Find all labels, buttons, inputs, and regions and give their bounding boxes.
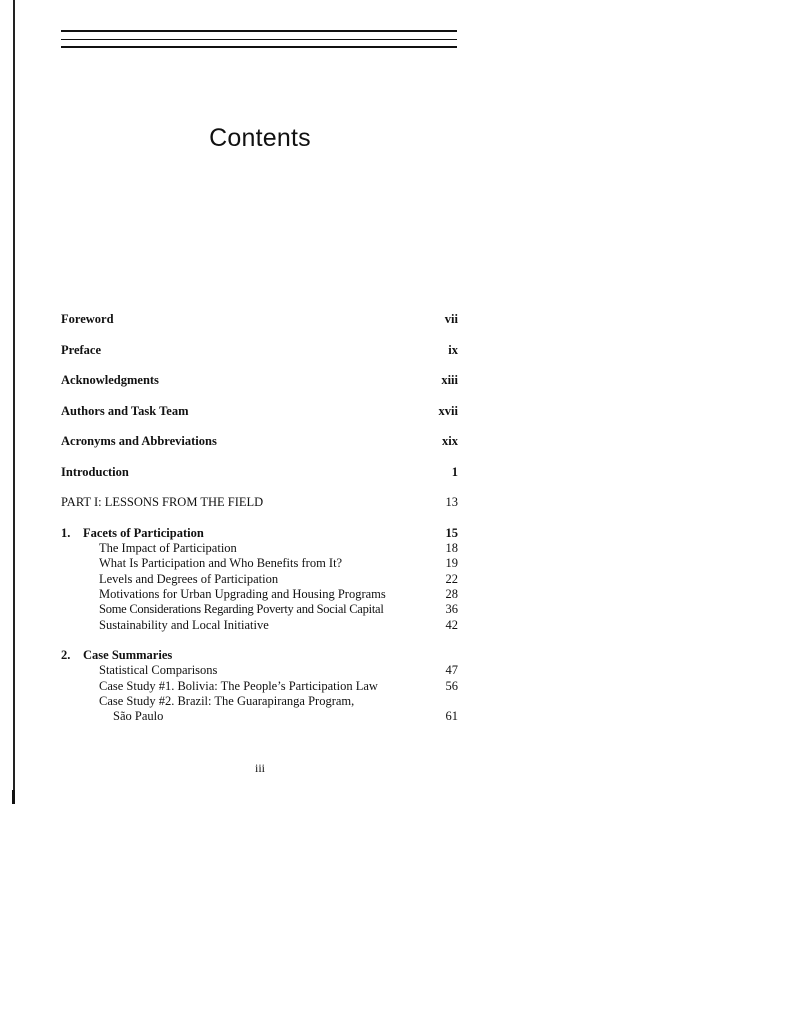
toc-section[interactable] [61, 602, 458, 618]
toc-section[interactable] [61, 679, 458, 695]
chapter-title: Facets of Participation [83, 526, 204, 540]
toc-chapter-2[interactable] [61, 648, 458, 664]
chapter-number: 1. [61, 526, 71, 540]
toc-section[interactable] [61, 541, 458, 557]
toc-entry-foreword[interactable] [61, 312, 458, 328]
toc-entry-page: xiii [441, 373, 458, 387]
page-title: Contents [209, 124, 311, 152]
toc-entry-page: 15 [445, 526, 458, 540]
toc-entry-part-1[interactable] [61, 495, 458, 511]
toc-entry-page: xvii [438, 404, 458, 418]
toc-entry-page: 56 [445, 679, 458, 693]
toc-entry-page: xix [442, 434, 458, 448]
toc-section-label: São Paulo [113, 709, 164, 723]
toc-entry-page: 18 [445, 541, 458, 555]
toc-section-label: Statistical Comparisons [99, 663, 218, 677]
toc-entry-preface[interactable] [61, 343, 458, 359]
chapter-title: Case Summaries [83, 648, 173, 662]
header-rule-top [61, 30, 457, 32]
toc-section-continuation[interactable] [61, 709, 458, 725]
header-rule-bottom [61, 46, 457, 48]
toc-section[interactable] [61, 618, 458, 634]
toc-entry-label: Acknowledgments [61, 373, 159, 387]
toc-entry-page: 61 [445, 709, 458, 723]
chapter-number: 2. [61, 648, 71, 662]
toc-entry-page: 13 [445, 495, 458, 509]
toc-section-label: Some Considerations Regarding Poverty and Social Capital [99, 602, 384, 616]
toc-section-label: What Is Participation and Who Benefits from It? [99, 556, 343, 570]
header-rule-middle [61, 39, 457, 40]
toc-entry-page: 22 [445, 572, 458, 586]
toc-section[interactable] [61, 572, 458, 588]
toc-entry-page: 36 [445, 602, 458, 616]
toc-entry-label: Preface [61, 343, 102, 357]
toc-section-label: Levels and Degrees of Participation [99, 572, 279, 586]
toc-entry-authors[interactable] [61, 404, 458, 420]
toc-section[interactable] [61, 663, 458, 679]
toc-entry-label: Foreword [61, 312, 114, 326]
toc-section-label: Motivations for Urban Upgrading and Housing Programs [99, 587, 386, 601]
toc-entry-page: 47 [445, 663, 458, 677]
toc-section[interactable] [61, 694, 458, 710]
toc-section[interactable] [61, 556, 458, 572]
toc-entry-acronyms[interactable] [61, 434, 458, 450]
toc-section-label: Case Study #2. Brazil: The Guarapiranga Program, [99, 694, 355, 708]
toc-entry-page: 28 [445, 587, 458, 601]
page-left-border-end [12, 790, 15, 804]
toc-section-label: Case Study #1. Bolivia: The People’s Participation Law [99, 679, 378, 693]
page-left-border [13, 0, 15, 790]
toc-entry-page: vii [444, 312, 458, 326]
toc-section[interactable] [61, 587, 458, 603]
toc-section-label: The Impact of Participation [99, 541, 237, 555]
toc-entry-page: 42 [445, 618, 458, 632]
toc-entry-page: 19 [445, 556, 458, 570]
toc-part-label: PART I: LESSONS FROM THE FIELD [61, 495, 264, 509]
page-number: iii [254, 761, 265, 775]
toc-entry-label: Acronyms and Abbreviations [61, 434, 217, 448]
toc-entry-acknowledgments[interactable] [61, 373, 458, 389]
toc-entry-label: Authors and Task Team [61, 404, 189, 418]
toc-entry-page: ix [448, 343, 458, 357]
toc-entry-page: 1 [451, 465, 458, 479]
toc-section-label: Sustainability and Local Initiative [99, 618, 269, 632]
toc-entry-introduction[interactable] [61, 465, 458, 481]
toc-chapter-1[interactable] [61, 526, 458, 542]
toc-entry-label: Introduction [61, 465, 129, 479]
